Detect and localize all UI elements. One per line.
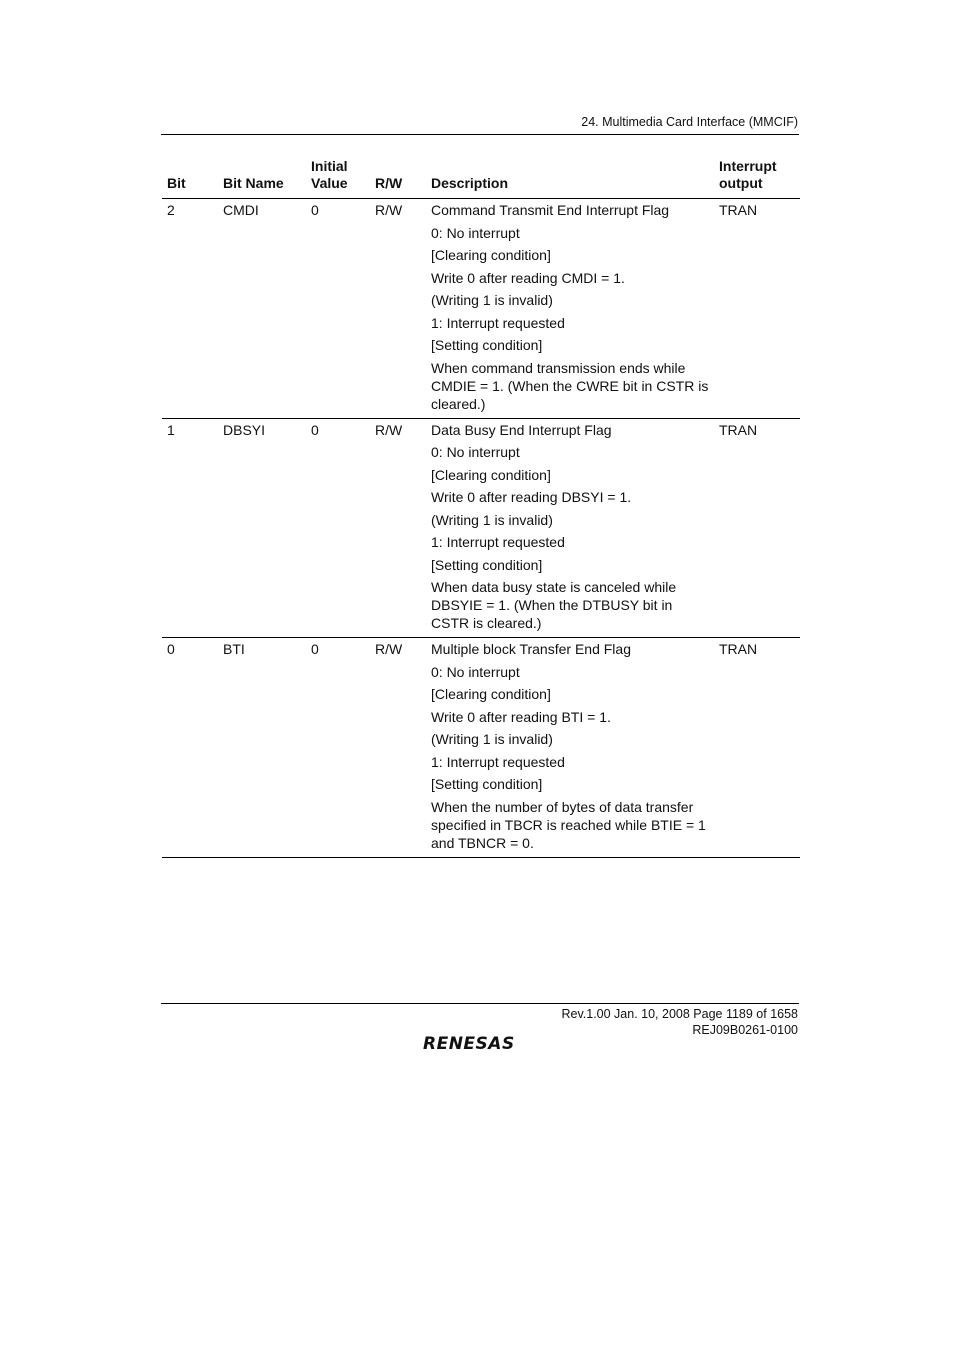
cell-initial-value: 0: [306, 638, 370, 858]
description-line: Write 0 after reading BTI = 1.: [431, 708, 611, 725]
description-line: 0: No interrupt: [431, 224, 520, 241]
description-line: Command Transmit End Interrupt Flag: [431, 202, 670, 218]
cell-initial-value: 0: [306, 199, 370, 419]
running-header: 24. Multimedia Card Interface (MMCIF): [581, 115, 798, 129]
description-line: When the number of bytes of data transfer specified in TBCR is reached while BTIE = 1 and TBNCR = 0.: [431, 798, 706, 851]
cell-interrupt-output: TRAN: [714, 199, 800, 419]
header-rule: [161, 134, 799, 135]
table-header-row: [162, 158, 800, 199]
cell-description: [426, 199, 714, 419]
description-line: When data busy state is canceled while DBSYIE = 1. (When the DTBUSY bit in CSTR is cleared.): [431, 579, 677, 631]
cell-interrupt-output: TRAN: [714, 418, 800, 638]
description-line: 1: Interrupt requested: [431, 314, 565, 331]
description-line: (Writing 1 is invalid): [431, 511, 553, 528]
column-header-interrupt-output: Interrupt output: [714, 158, 800, 199]
description-line: [Clearing condition]: [431, 466, 551, 483]
description-line: When command transmission ends while CMDIE = 1. (When the CWRE bit in CSTR is cleared.): [431, 359, 709, 412]
column-header-bit: Bit: [162, 158, 218, 199]
cell-bit-name: BTI: [218, 638, 306, 858]
cell-initial-value: 0: [306, 418, 370, 638]
renesas-logo: RENESAS: [423, 1034, 515, 1054]
table-row: [162, 418, 800, 638]
column-header-initial-value: Initial Value: [306, 158, 370, 199]
description-line: 0: No interrupt: [431, 444, 520, 460]
cell-bit-name: CMDI: [218, 199, 306, 419]
footer-rule: [161, 1003, 799, 1004]
column-header-rw: R/W: [370, 158, 426, 199]
description-line: [Setting condition]: [431, 556, 543, 573]
description-line: Data Busy End Interrupt Flag: [431, 421, 612, 438]
description-line: 1: Interrupt requested: [431, 753, 565, 770]
cell-bit-name: DBSYI: [218, 418, 306, 638]
table-row: [162, 199, 800, 419]
description-line: (Writing 1 is invalid): [431, 731, 553, 747]
footer-doc-number: REJ09B0261-0100: [692, 1023, 798, 1037]
column-header-description: Description: [426, 158, 714, 199]
cell-bit: 0: [162, 638, 218, 858]
description-line: [Clearing condition]: [431, 247, 551, 263]
description-line: [Setting condition]: [431, 337, 543, 353]
description-line: 0: No interrupt: [431, 663, 520, 680]
description-line: [Clearing condition]: [431, 686, 551, 702]
cell-rw: R/W: [370, 418, 426, 638]
description-line: Write 0 after reading CMDI = 1.: [431, 269, 625, 286]
footer-revision: Rev.1.00 Jan. 10, 2008 Page 1189 of 1658: [561, 1007, 798, 1021]
description-line: 1: Interrupt requested: [431, 534, 565, 550]
cell-description: [426, 638, 714, 858]
cell-description: [426, 418, 714, 638]
cell-bit: 1: [162, 418, 218, 638]
description-line: (Writing 1 is invalid): [431, 292, 553, 308]
column-header-bit-name: Bit Name: [218, 158, 306, 199]
cell-rw: R/W: [370, 199, 426, 419]
cell-rw: R/W: [370, 638, 426, 858]
cell-bit: 2: [162, 199, 218, 419]
cell-interrupt-output: TRAN: [714, 638, 800, 858]
description-line: Write 0 after reading DBSYI = 1.: [431, 489, 632, 505]
table-row: [162, 638, 800, 858]
description-line: [Setting condition]: [431, 776, 543, 792]
description-line: Multiple block Transfer End Flag: [431, 641, 631, 657]
register-table: [162, 158, 800, 858]
